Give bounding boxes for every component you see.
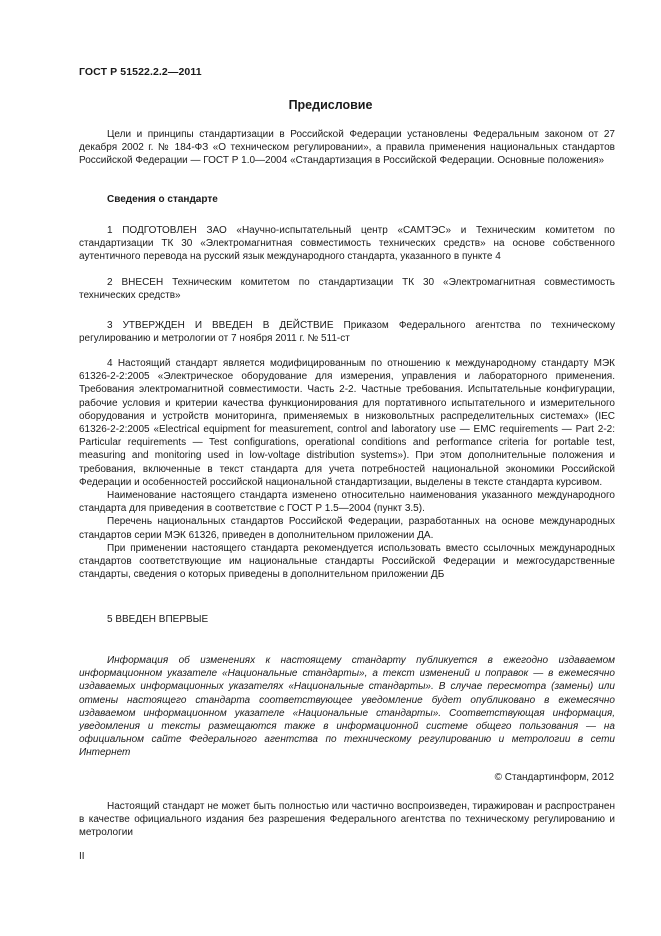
item-1-text: 1 ПОДГОТОВЛЕН ЗАО «Научно-испытательный центр «САМТЭС» и Техническим комитетом по стандартизации ТК 30 «Электромагнитная совместимость технических средств» на основе собственного аутентичного перевода на русский язык международного стандарта, указанного в пункте 4 <box>79 225 615 263</box>
item-3-paragraph <box>79 319 615 345</box>
intro-text: Цели и принципы стандартизации в Российской Федерации установлены Федеральным законом от 27 декабря 2002 г. № 184-ФЗ «О техническом регулировании», а правила применения национальных стандартов Российской Федерации — ГОСТ Р 1.0—2004 «Стандартизация в Российской Федерации. Основные положения» <box>79 129 615 167</box>
item-4-main-text: 4 Настоящий стандарт является модифицированным по отношению к международному стандарту МЭК 61326-2-2:2005 «Электрическое оборудование для измерения, управления и лабораторного применения. Требования электромагнитной совместимости. Часть 2-2. Частные требования. Испытательные конфигурации, рабочие условия и критерии качества функционирования для портативного испытательного и измерительного оборудования и устройств мониторинга, применяемых в низковольтных распределительных системах» (IEC 61326-2-2:2005 «Electrical equipment for measurement, control and laboratory use — EMC requirements — Part 2-2: Particular requirements — Test configurations, operational conditions and performance criteria for portable test, measuring and monitoring used in low-voltage distribution systems»). При этом дополнительные положения и требования, включенные в текст стандарта для учета потребностей национальной экономики Российской Федерации и особенностей российской национальной стандартизации, выделены в тексте стандарта курсивом. <box>79 358 615 488</box>
item-4-section <box>79 357 615 581</box>
item-2-text: 2 ВНЕСЕН Техническим комитетом по стандартизации ТК 30 «Электромагнитная совместимость технических средств» <box>79 277 615 302</box>
intro-paragraph <box>79 128 615 168</box>
reproduction-notice-text: Настоящий стандарт не может быть полностью или частично воспроизведен, тиражирован и распространен в качестве официального издания без разрешения Федерального агентства по техническому регулированию и метрологии <box>79 801 615 839</box>
item-4-references-note-text: При применении настоящего стандарта рекомендуется использовать вместо ссылочных международных стандартов соответствующие им национальные стандарты Российской Федерации и межгосударственные стандарты, сведения о которых приведены в дополнительном приложении ДБ <box>79 542 615 581</box>
item-5-paragraph <box>79 613 615 626</box>
item-4-name-change-text: Наименование настоящего стандарта изменено относительно наименования указанного международного стандарта для приведения в соответствие с ГОСТ Р 1.5—2004 (пункт 3.5). <box>79 490 615 515</box>
item-5-text: 5 ВВЕДЕН ВПЕРВЫЕ <box>107 614 209 625</box>
item-1-paragraph <box>79 224 615 264</box>
page-title: Предисловие <box>288 98 373 112</box>
info-notice-text: Информация об изменениях к настоящему стандарту публикуется в ежегодно издаваемом информационном указателе «Национальные стандарты», а текст изменений и поправок — в ежемесячно издаваемых информационных указателях «Национальные стандарты». В случае пересмотра (замены) или отмены настоящего стандарта соответствующее уведомление будет опубликовано в ежемесячно издаваемом информационном указателе «Национальные стандарты». Соответствующая информация, уведомления и тексты размещаются также в информационной системе общего пользования — на официальном сайте Федерального агентства по техническому регулированию и метрологии в сети Интернет <box>79 655 615 759</box>
section-subheading: Сведения о стандарте <box>107 194 218 205</box>
item-3-text: 3 УТВЕРЖДЕН И ВВЕДЕН В ДЕЙСТВИЕ Приказом Федерального агентства по техническому регулированию и метрологии от 7 ноября 2011 г. № 511-ст <box>79 320 615 345</box>
gost-identifier: ГОСТ Р 51522.2.2—2011 <box>79 66 202 78</box>
copyright-notice: © Стандартинформ, 2012 <box>494 772 614 783</box>
reproduction-notice-paragraph <box>79 800 615 840</box>
info-notice-paragraph <box>79 654 615 760</box>
item-4-list-note-text: Перечень национальных стандартов Российской Федерации, разработанных на основе международных стандартов серии МЭК 61326, приведен в дополнительном приложении ДА. <box>79 516 615 541</box>
item-2-paragraph <box>79 276 615 302</box>
page-number: II <box>79 851 85 862</box>
